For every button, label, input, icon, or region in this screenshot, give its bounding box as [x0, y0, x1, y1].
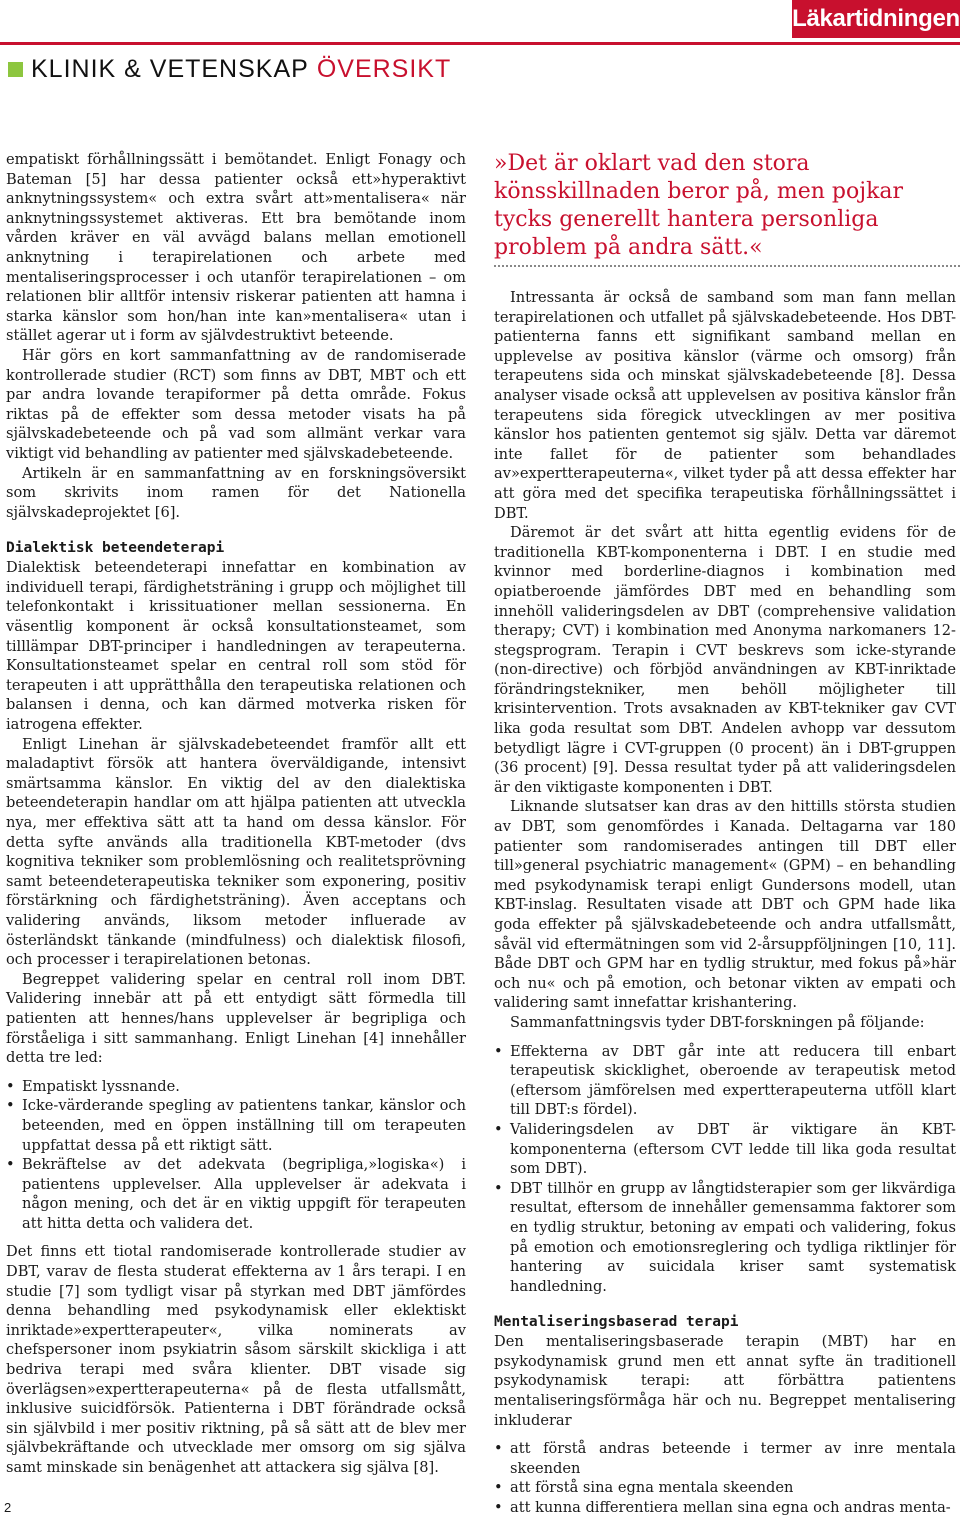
list-item: • att förstå andras beteende i termer av inre mentala skeenden — [494, 1439, 956, 1478]
pull-quote: »Det är oklart vad den stora könsskillnaden beror på, men pojkar tycks generellt hantera personliga problem på andra sätt.« — [494, 151, 904, 260]
list-item: • Empatiskt lyssnande. — [6, 1077, 466, 1097]
bullet-list — [6, 1077, 466, 1234]
section-header — [8, 54, 451, 84]
list-item: • Icke-värderande spegling av patientens tankar, känslor och beteenden, med en öppen inställning till om terapeuten uppfattat dessa på ett riktigt sätt. — [6, 1096, 466, 1155]
paragraph: Däremot är det svårt att hitta egentlig evidens för de traditionella KBT-komponenterna i DBT. I en studie med kvinnor med borderline-diagnos i kombination med opiatberoende jämfördes DBT med en behandling som innehöll valideringsdelen av DBT (comprehensive validation therapy; CVT) i kombination med Anonyma narkomaners 12-stegsprogram. Terapin i CVT beskrevs som icke-styrande (non-directive) och förbjöd användningen av KBT-inriktade förändringstekniker, men behöll möjligheter till krisintervention. Trots avsaknaden av KBT-tekniker gav CVT lika goda resultat som DBT. Andelen avhopp var dessutom betydligt lägre i CVT-gruppen (0 procent) än i DBT-gruppen (36 procent) [9]. Dessa resultat tyder på att valideringsdelen är den viktigaste komponenten i DBT. — [494, 524, 956, 796]
header-rule — [0, 42, 960, 45]
section-heading-mbt: Mentaliseringsbaserad terapi — [494, 1314, 739, 1331]
journal-logo: Läkartidningen — [792, 0, 960, 38]
paragraph: empatiskt förhållningssätt i bemötandet. Enligt Fonagy och Bateman [5] har dessa patienter också ett»hyperaktivt anknytningssystem« och extra svårt att»mentalisera« när anknytningssystemet aktiveras. Ett bra bemötande inom vården kräver en väl avvägd balans mellan emotionell anknytning i terapirelationen och arbete med mentaliseringsprocesser i och utanför terapirelationen – om relationen blir alltför intensiv riskerar patienten att hamna i starka känslor som hon/han inte kan»mentalisera« utan i stället agerar ut i form av självdestruktivt beteende. — [6, 151, 466, 345]
paragraph: Här görs en kort sammanfattning av de randomiserade kontrollerade studier (RCT) som finns av DBT, MBT och ett par andra lovande terapiformer på detta område. Fokus riktas på de effekter som dessa metoder visats ha på självskadebeteende och på vad som allmänt verkar vara viktigt vid behandling av patienter med självskadebeteende. — [6, 346, 466, 462]
page-number: 2 — [4, 1500, 12, 1515]
paragraph: Artikeln är en sammanfattning av en forskningsöversikt som skrivits inom ramen för det Nationella självskadeprojektet [6]. — [6, 464, 466, 521]
paragraph: Sammanfattningsvis tyder DBT-forskningen på följande: — [510, 1013, 925, 1031]
paragraph: Begreppet validering spelar en central roll inom DBT. Validering innebär att på ett entydigt sätt förmedla till patienten att hennes/hans upplevelser är begripliga och förståeliga i sitt sammanhang. Enligt Linehan [4] innehåller detta tre led: — [6, 970, 466, 1067]
pull-quote-divider — [494, 265, 960, 267]
section-square-icon — [8, 62, 23, 77]
list-item: • att förstå sina egna mentala skeenden — [494, 1478, 956, 1498]
paragraph: Intressanta är också de samband som man fann mellan terapirelationen och utfallet på självskadebeteende. Hos DBT-patienterna fanns ett signifikant samband mellan en upplevelse av positiva känslor (värme och omsorg) från terapeutens sida och minskat självskadebeteende [8]. Dessa analyser visade också att upplevelsen av positiva känslor från terapeutens sida föregick utvecklingen av mer positiva känslor hos patienten gentemot sig själv. Detta var däremot inte fallet för de patienter som behandlades av»expertterapeuterna«, vilket tyder på att dessa effekter har att göra med det specifika terapeutiska förhållningssättet i DBT. — [494, 289, 956, 522]
paragraph: Den mentaliseringsbaserade terapin (MBT) har en psykodynamisk grund men ett annat syfte än traditionell psykodynamisk terapi: att förbättra patientens mentaliseringsförmåga här och nu. Begreppet mentalisering inkluderar — [494, 1333, 956, 1429]
paragraph: Det finns ett tiotal randomiserade kontrollerade studier av DBT, varav de flesta studerat effekterna av 1 års terapi. I en studie [7] som tydligt visar på styrkan med DBT jämfördes denna behandling med psykodynamisk eller eklektiskt inriktade»expertterapeuter«, vilka nominerats av chefspersoner inom psykiatrin såsom särskilt skickliga i att bedriva terapi med svåra klienter. DBT visade sig överlägsen»expertterapeuterna« på de flesta utfallsmått, inklusive suicidförsök. Patienterna i DBT förändrade också sin självbild i mer positiv riktning, på så sätt att de blev mer självbekräftande och utvecklade mer omsorg om sig själva samt minskade sin benägenhet att attackera sig själva [8]. — [6, 1243, 466, 1476]
right-column — [494, 288, 956, 1527]
list-item: • Valideringsdelen av DBT är viktigare än KBT-komponenterna (eftersom CVT ledde till lika goda resultat som DBT). — [494, 1120, 956, 1179]
paragraph: Enligt Linehan är självskadebeteendet framför allt ett maladaptivt försök att hantera överväldigande, intensivt smärtsamma känslor. En viktig del av den dialektiska beteendeterapin handlar om att hjälpa patienten att utveckla nya, mer effektiva sätt att ta hand om dessa känslor. För detta syfte används alla traditionella KBT-metoder (dvs kognitiva tekniker som problemlösning och realitetsprövning samt beteendeterapeutiska tekniker som exponering, positiv förstärkning och färdighetsträning). Även acceptans och validering används, liksom metoder influerade av österländskt tänkande (mindfulness) och dialektisk filosofi, och processer i terapirelationen betonas. — [6, 735, 466, 969]
section-heading-dbt: Dialektisk beteendeterapi — [6, 540, 225, 557]
bullet-list — [494, 1439, 956, 1517]
left-column — [6, 150, 466, 1478]
paragraph: Liknande slutsatser kan dras av den hittills största studien av DBT, som genomfördes i Kanada. Deltagarna var 180 patienter som randomiserades antingen till DBT eller till»general psychiatric management« (GPM) – en behandling med psykodynamisk terapi enligt Gundersons modell, utan KBT-inslag. Resultaten visade att DBT och GPM hade lika goda effekter på självskadebeteende och andra utfallsmått, såväl vid eftermätningen som vid 2-årsuppföljningen [10, 11]. Både DBT och GPM har en tydlig struktur, med fokus på»här och nu« och på emotion, och betonar vikten av empati och validering samt innefattar krishantering. — [494, 798, 956, 1012]
section-subtitle: ÖVERSIKT — [316, 54, 452, 83]
section-title: KLINIK & VETENSKAP — [31, 54, 309, 83]
list-item: • Effekterna av DBT går inte att reducera till enbart terapeutisk skicklighet, oberoende av terapeutisk metod (eftersom jämförelsen med expertterapeuterna utföll klart till DBT:s fördel). — [494, 1042, 956, 1120]
list-item: • Bekräftelse av det adekvata (begripliga,»logiska«) i patientens upplevelser. Alla upplevelser är adekvata i någon mening, och det är en viktig uppgift för terapeuten att hitta detta och validera det. — [6, 1155, 466, 1233]
list-item: • att kunna differentiera mellan sina egna och andras menta- — [494, 1498, 956, 1518]
bullet-list — [494, 1042, 956, 1297]
paragraph: Dialektisk beteendeterapi innefattar en kombination av individuell terapi, färdighetsträning i grupp och möjlighet till telefonkontakt i krissituationer mellan sessionerna. En väsentlig komponent är också konsultationsteamet, som tilllämpar DBT-principer i handledningen av terapeuterna. Konsultationsteamet spelar en central roll som stöd för terapeuten i att upprätthålla den terapeutiska relationen och balansen i denna, och kan därmed motverka risken för iatrogena effekter. — [6, 559, 466, 734]
list-item: • DBT tillhör en grupp av långtidsterapier som ger likvärdiga resultat, eftersom de innehåller gemensamma faktorer som en tydlig struktur, betoning av empati och validering, fokus på emotion och emotionsreglering och tydliga riktlinjer för hantering av suicidala kriser samt systematisk handledning. — [494, 1179, 956, 1297]
